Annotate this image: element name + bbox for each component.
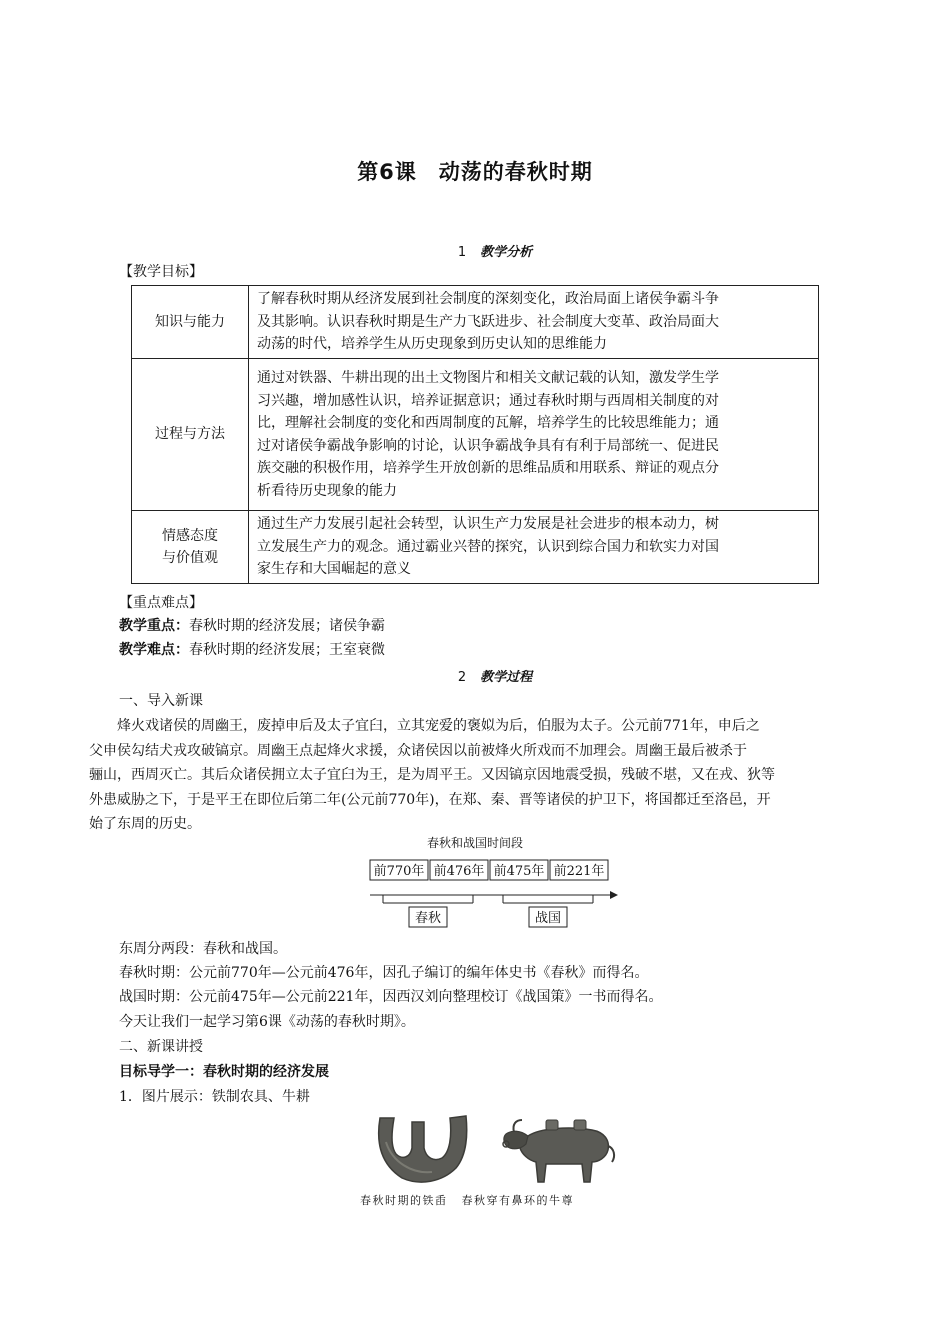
objective-key: 过程与方法 bbox=[132, 359, 249, 511]
objective-line: 通过生产力发展引起社会转型，认识生产力发展是社会进步的根本动力，树 bbox=[257, 516, 719, 533]
section-label: 教学分析 bbox=[480, 245, 533, 260]
intro-line: 外患威胁之下，于是平王在即位后第二年(公元前770年)，在郑、秦、晋等诸侯的护卫下，将国都迁至洛邑，开 bbox=[89, 791, 771, 808]
objective-key bbox=[132, 511, 249, 584]
section-label: 教学过程 bbox=[480, 670, 533, 685]
objective-key: 知识与能力 bbox=[132, 286, 249, 359]
body-line: 今天让我们一起学习第6课《动荡的春秋时期》。 bbox=[119, 1014, 415, 1030]
intro-line: 父申侯勾结犬戎攻破镐京。周幽王点起烽火求援，众诸侯因以前被烽火所戏而不加理会。周幽王最后被杀于 bbox=[89, 742, 747, 759]
objective-line: 及其影响。认识春秋时期是生产力飞跃进步、社会制度大变革、政治局面大 bbox=[257, 313, 719, 330]
body-line: 东周分两段：春秋和战国。 bbox=[119, 941, 287, 957]
objective-line: 家生存和大国崛起的意义 bbox=[257, 561, 411, 578]
page-title: 第6课 动荡的春秋时期 bbox=[357, 160, 593, 184]
objective-line: 动荡的时代，培养学生从历史现象到历史认知的思维能力 bbox=[257, 336, 607, 353]
goal1-item: 1．图片展示：铁制农具、牛耕 bbox=[119, 1089, 310, 1105]
vessel-mouth bbox=[546, 1120, 558, 1130]
goal1-heading: 目标导学一：春秋时期的经济发展 bbox=[119, 1064, 329, 1080]
timeline-mark: 前476年 bbox=[433, 864, 485, 879]
objective-line: 析看待历史现象的能力 bbox=[257, 482, 397, 499]
key-point bbox=[119, 615, 385, 637]
section-heading-process bbox=[0, 666, 950, 685]
objectives-table bbox=[131, 285, 819, 584]
objective-line: 习兴趣，增加感性认识，培养证据意识；通过春秋时期与西周相关制度的对 bbox=[257, 392, 719, 409]
objective-line: 族交融的积极作用，培养学生开放创新的思维品质和用联系、辩证的观点分 bbox=[257, 460, 719, 476]
section-number: 1 bbox=[457, 245, 467, 260]
ox-zun-image bbox=[500, 1112, 620, 1188]
objective-text bbox=[249, 286, 819, 359]
difficult-point-label: 教学难点： bbox=[119, 642, 189, 658]
timeline-diagram bbox=[360, 855, 620, 935]
intro-heading: 一、导入新课 bbox=[119, 693, 203, 709]
intro-line: 烽火戏诸侯的周幽王，废掉申后及太子宜臼，立其宠爱的褒姒为后，伯服为太子。公元前771年，申后之 bbox=[117, 718, 760, 734]
intro-paragraph bbox=[89, 714, 869, 837]
timeline-period: 战国 bbox=[534, 911, 562, 926]
table-row bbox=[132, 359, 819, 511]
timeline-mark: 前221年 bbox=[553, 864, 605, 879]
ox-horn bbox=[513, 1120, 522, 1132]
difficult-point-text: 春秋时期的经济发展；王室衰微 bbox=[189, 642, 385, 658]
timeline-title: 春秋和战国时间段 bbox=[426, 836, 523, 850]
objective-line: 比，理解社会制度的变化和西周制度的瓦解，培养学生的比较思维能力；通 bbox=[257, 415, 719, 431]
objective-line: 通过对铁器、牛耕出现的出土文物图片和相关文献记载的认知，激发学生学 bbox=[257, 370, 719, 386]
section-heading-analysis bbox=[0, 241, 950, 260]
timeline-mark: 前475年 bbox=[493, 864, 545, 879]
objective-line: 过对诸侯争霸战争影响的讨论，认识争霸战争具有有利于局部统一、促进民 bbox=[257, 437, 719, 454]
objective-text bbox=[249, 359, 819, 511]
caption-iron-spade: 春秋时期的铁臿 bbox=[360, 1194, 448, 1207]
timeline-mark: 前770年 bbox=[373, 864, 425, 879]
objective-text bbox=[249, 511, 819, 584]
timeline-period: 春秋 bbox=[414, 911, 442, 926]
image-captions bbox=[360, 1192, 574, 1208]
body-line: 春秋时期：公元前770年—公元前476年，因孔子编订的编年体史书《春秋》而得名。 bbox=[119, 965, 649, 981]
objective-key-line: 情感态度 bbox=[162, 527, 218, 544]
body-line: 二、新课讲授 bbox=[119, 1039, 203, 1055]
intro-line: 骊山，西周灭亡。其后众诸侯拥立太子宜臼为王，是为周平王。又因镐京因地震受损，残破不堪，又在戎、狄等 bbox=[89, 767, 775, 783]
caption-ox-zun: 春秋穿有鼻环的牛尊 bbox=[461, 1194, 574, 1207]
vessel-mouth bbox=[574, 1120, 586, 1130]
key-point-text: 春秋时期的经济发展；诸侯争霸 bbox=[189, 618, 385, 634]
objective-line: 立发展生产力的观念。通过霸业兴替的探究，认识到综合国力和软实力对国 bbox=[257, 538, 719, 555]
objectives-heading: 【教学目标】 bbox=[119, 264, 203, 280]
table-row bbox=[132, 286, 819, 359]
objective-line: 了解春秋时期从经济发展到社会制度的深刻变化，政治局面上诸侯争霸斗争 bbox=[257, 291, 719, 308]
difficult-point bbox=[119, 639, 385, 661]
ox-body bbox=[520, 1128, 608, 1182]
timeline-arrow-icon bbox=[610, 891, 618, 899]
body-line: 战国时期：公元前475年—公元前221年，因西汉刘向整理校订《战国策》一书而得名。 bbox=[119, 989, 663, 1005]
iron-spade-image bbox=[372, 1112, 472, 1186]
key-point-label: 教学重点： bbox=[119, 618, 189, 634]
intro-line: 始了东周的历史。 bbox=[89, 816, 201, 832]
objective-key-line: 与价值观 bbox=[162, 550, 218, 566]
table-row bbox=[132, 511, 819, 584]
section-number: 2 bbox=[457, 670, 467, 685]
key-points-heading: 【重点难点】 bbox=[119, 595, 203, 611]
